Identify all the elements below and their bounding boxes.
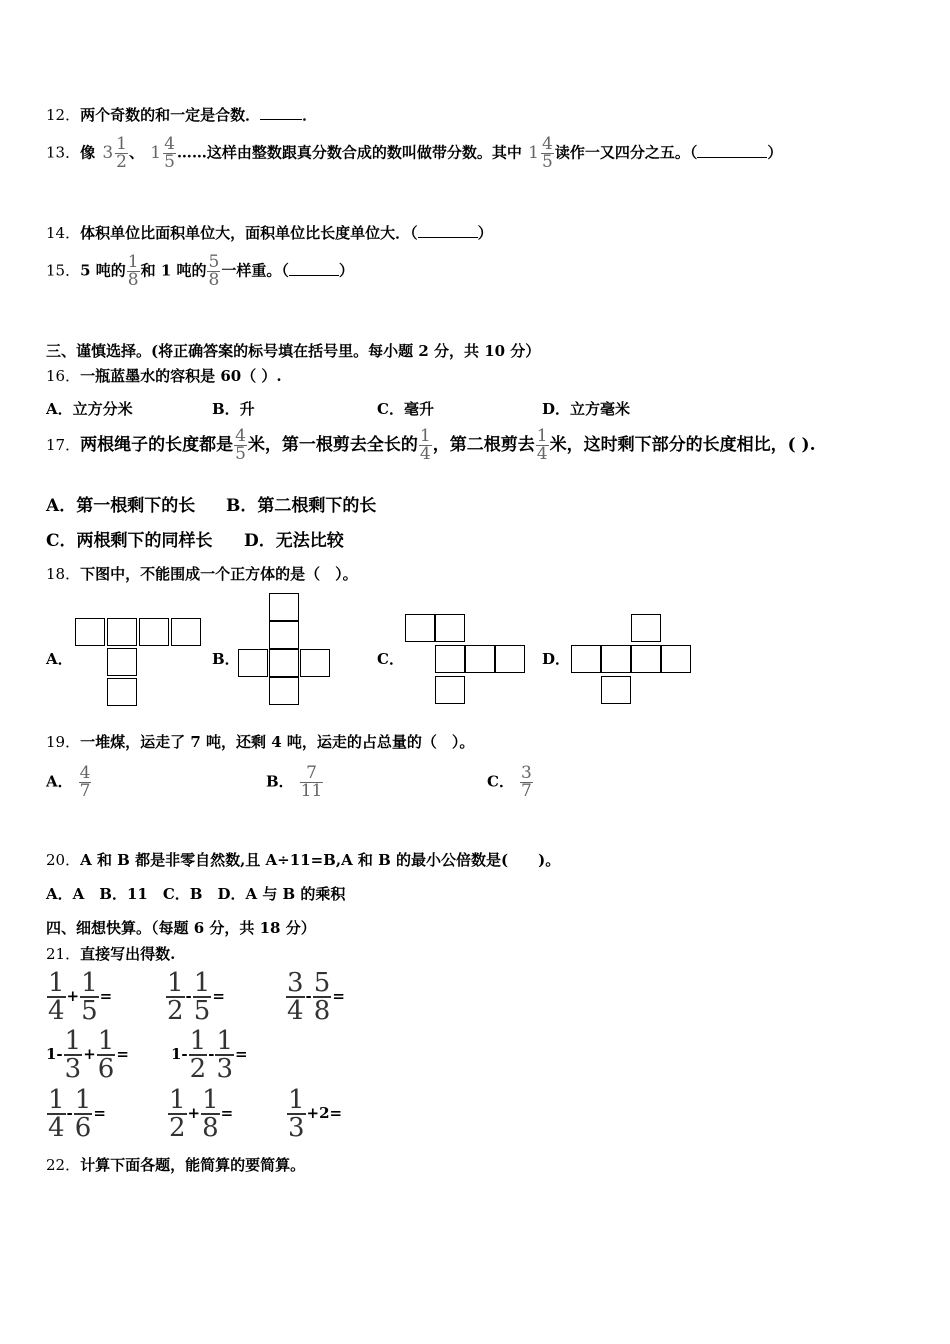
net-square [300,649,330,677]
mixed-number: 1 [150,143,162,163]
fraction: $\frac{1}{2}$ [189,1026,207,1084]
calc-item: $\frac{1}{2}$ - $\frac{1}{5}$ = [167,968,225,1026]
fraction: $\frac{1}{4}$ [536,426,548,464]
fraction: $\frac{1}{2}$ [167,968,184,1026]
calc-item: $\frac{1}{4}$ - $\frac{1}{6}$ = [48,1085,106,1143]
question-text: 下图中，不能围成一个正方体的是（ ）。 [80,565,358,583]
fraction: $\frac{1}{3}$ [216,1026,233,1084]
calc-item: $\frac{1}{2}$ + $\frac{1}{8}$ = [169,1085,234,1143]
net-square [238,649,268,677]
net-square [75,618,105,646]
question-17: 17．两根绳子的长度都是 $\frac{4}{5}$ 米，第一根剪去全长的 $\frac{1}{4}$ ，第二根剪去 $\frac{1}{4}$ 米，这时剩下部分的长度相比，( ). [46,426,816,464]
question-13: 13．像 3 $\frac{1}{2}$ 、 1 $\frac{4}{5}$ ……这样由整数跟真分数合成的数叫做带分数。其中 1 $\frac{4}{5}$ 读作一又四分之五。（ ） [46,134,783,172]
net-square [631,614,661,642]
fraction: $\frac{3}{4}$ [287,968,304,1026]
net-square [269,677,299,705]
answer-blank[interactable] [260,107,302,120]
calc-item: 1- $\frac{1}{2}$ - $\frac{1}{3}$ = [171,1026,248,1084]
option-b-label[interactable]: B． [212,650,240,668]
fraction: $\frac{5}{8}$ [208,252,220,290]
net-square [269,621,299,649]
fraction: $\frac{1}{4}$ [419,426,431,464]
question-12: 12．两个奇数的和一定是合数． ． [46,106,318,124]
fraction: $\frac{5}{8}$ [313,968,331,1026]
question-number: 20． [46,851,81,869]
net-square [107,618,137,646]
option-c[interactable]: C． $\frac{3}{7}$ [487,763,532,801]
net-square [661,645,691,673]
option-a[interactable]: A． $\frac{4}{7}$ [46,763,91,801]
option-d[interactable]: D．无法比较 [244,531,344,551]
fraction: $\frac{1}{3}$ [64,1026,82,1084]
option-b[interactable]: B．第二根剩下的长 [226,496,377,516]
mixed-number: 3 [102,143,114,163]
fraction: $\frac{3}{7}$ [520,763,532,801]
option-d-label[interactable]: D． [542,650,571,668]
question-number: 16． [46,367,81,385]
option-c[interactable]: C．毫升 [377,400,434,418]
calc-item: $\frac{1}{4}$ + $\frac{1}{5}$ = [48,968,113,1026]
question-number: 19． [46,733,81,751]
fraction: $\frac{7}{11}$ [300,763,323,801]
net-square [139,618,169,646]
option-c-label[interactable]: C． [377,650,404,668]
fraction: $\frac{1}{6}$ [97,1026,115,1084]
fraction: $\frac{1}{8}$ [127,252,139,290]
calc-item: $\frac{3}{4}$ - $\frac{5}{8}$ = [287,968,345,1026]
fraction: $\frac{1}{5}$ [193,968,211,1026]
question-text: 两个奇数的和一定是合数． [80,106,261,124]
option-a[interactable]: A．第一根剩下的长 [46,496,196,516]
net-square [571,645,601,673]
question-text: 一堆煤，运走了 7 吨，还剩 4 吨，运走的占总量的（ ）。 [80,733,475,751]
fraction: $\frac{4}{5}$ [541,134,553,172]
option-d[interactable]: D．立方毫米 [542,400,631,418]
net-square [405,614,435,642]
net-square [269,649,299,677]
calc-item: $\frac{1}{3}$ +2= [288,1085,343,1143]
question-number: 17． [46,436,81,454]
question-18 [46,563,358,584]
question-text: 计算下面各题，能简算的要简算。 [80,1156,306,1174]
option-b[interactable]: B． $\frac{7}{11}$ [266,763,323,801]
net-square [269,593,299,621]
question-15: 15．5 吨的 $\frac{1}{8}$ 和 1 吨的 $\frac{5}{8}$ 一样重。（ ） [46,252,354,290]
question-text: 一瓶蓝墨水的容积是 60（ ）. [80,367,282,385]
option-a[interactable]: A．立方分米 [46,400,133,418]
question-text: 体积单位比面积单位大，面积单位比长度单位大．（ [80,224,418,242]
option-b[interactable]: B．升 [212,400,255,418]
question-16 [46,365,282,386]
net-square [465,645,495,673]
net-square [435,676,465,704]
mixed-number: 1 [528,143,539,163]
fraction: $\frac{4}{5}$ [235,426,246,464]
fraction: $\frac{1}{6}$ [74,1085,92,1143]
fraction: $\frac{4}{7}$ [79,763,91,801]
option-a-label[interactable]: A． [46,650,73,668]
question-number: 21． [46,945,81,963]
answer-blank[interactable] [289,263,339,276]
fraction: $\frac{1}{4}$ [48,968,65,1026]
net-square [495,645,525,673]
net-square [601,645,631,673]
section-4-title: 四、细想快算。（每题 6 分，共 18 分） [46,919,316,937]
section-3-title: 三、谨慎选择。(将正确答案的标号填在括号里。每小题 2 分，共 10 分） [46,342,541,360]
net-square [631,645,661,673]
question-number: 18． [46,565,81,583]
question-21 [46,943,175,964]
fraction: $\frac{1}{5}$ [81,968,98,1026]
question-number: 13． [46,143,81,162]
fraction: $\frac{1}{8}$ [202,1085,219,1143]
fraction: $\frac{4}{5}$ [164,134,175,172]
answer-blank[interactable] [418,225,478,238]
calc-item: 1- $\frac{1}{3}$ + $\frac{1}{6}$ = [46,1026,129,1084]
fraction: $\frac{1}{3}$ [288,1085,305,1143]
net-square [107,678,137,706]
answer-blank[interactable] [697,145,767,158]
net-square [435,614,465,642]
fraction: $\frac{1}{2}$ [116,134,127,172]
question-19 [46,731,474,752]
net-square [435,645,465,673]
option-c[interactable]: C．两根剩下的同样长 [46,531,213,551]
question-text: A 和 B 都是非零自然数,且 A÷11=B,A 和 B 的最小公倍数是( )。 [80,851,561,869]
question-number: 15． [46,261,81,280]
net-square [107,648,137,676]
question-number: 22． [46,1156,81,1174]
question-number: 14． [46,224,81,242]
question-22 [46,1154,305,1175]
question-number: 12． [46,106,81,124]
fraction: $\frac{1}{2}$ [169,1085,186,1143]
net-square [601,676,631,704]
question-14: 14．体积单位比面积单位大，面积单位比长度单位大．（ ） [46,224,493,242]
options-row[interactable]: A．A B．11 C．B D．A 与 B 的乘积 [46,885,346,903]
question-text: 直接写出得数. [80,945,176,963]
fraction: $\frac{1}{4}$ [48,1085,65,1143]
question-20 [46,849,560,870]
net-square [171,618,201,646]
